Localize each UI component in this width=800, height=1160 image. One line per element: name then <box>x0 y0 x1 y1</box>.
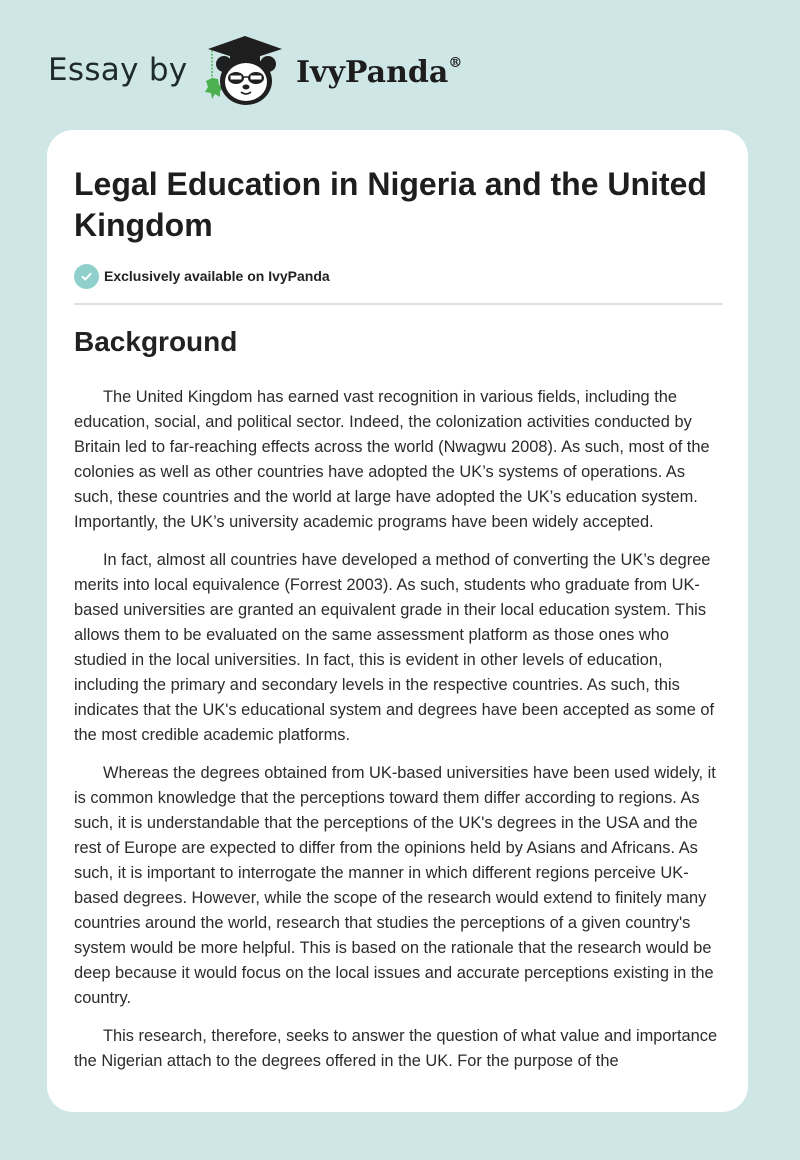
registered-mark: ® <box>448 55 463 71</box>
paragraph: In fact, almost all countries have developed a method of converting the UK’s degree merits into local equivalence (Forrest 2003). As such, students who graduate from UK-based universities are granted an equivalent grade in their local education system. This allows them to be evaluated on the same assessment platform as those ones who studied in the local universities. In fact, this is evident in other levels of education, including the primary and secondary levels in the respective countries. As such, this indicates that the UK's educational system and degrees have been accepted as some of the most credible academic platforms. <box>74 551 715 744</box>
paragraph: The United Kingdom has earned vast recognition in various fields, including the education, social, and political sector. Indeed, the colonization activities conducted by Britain led to far-reaching effects across the world (Nwagwu 2008). As such, most of the colonies as well as other countries have adopted the UK’s systems of operations. As such, these countries and the world at large have adopted the UK’s education system. Importantly, the UK’s university academic programs have been widely accepted. <box>74 388 710 531</box>
paragraph: This research, therefore, seeks to answer the question of what value and importance the Nigerian attach to the degrees offered in the UK. For the purpose of the <box>74 1027 718 1070</box>
essay-card <box>47 130 748 1112</box>
essay-by-label: Essay by <box>48 52 188 88</box>
page-title: Legal Education in Nigeria and the United Kingdom <box>74 166 707 243</box>
paragraph: Whereas the degrees obtained from UK-based universities have been used widely, it is common knowledge that the perceptions toward them differ according to regions. As such, it is understandable that the perceptions of the UK's degrees in the USA and the rest of Europe are expected to differ from the opinions held by Asians and Africans. As such, it is important to interrogate the manner in which different regions perceive UK-based degrees. However, while the scope of the research would extend to finitely many countries around the world, research that studies the perceptions of a given country's system would be more helpful. This is based on the rationale that the research would be deep because it would focus on the local issues and accurate perceptions existing in the country. <box>74 764 716 1007</box>
exclusive-badge <box>74 263 330 289</box>
section-heading: Background <box>74 326 238 357</box>
exclusive-text: Exclusively available on IvyPanda <box>104 268 330 284</box>
divider <box>74 303 723 305</box>
panda-graduation-cap-icon[interactable] <box>200 34 292 108</box>
brand-name[interactable]: IvyPanda® <box>296 55 463 90</box>
site-header <box>0 0 800 130</box>
check-circle-icon <box>74 264 99 289</box>
section-body <box>74 385 726 1087</box>
